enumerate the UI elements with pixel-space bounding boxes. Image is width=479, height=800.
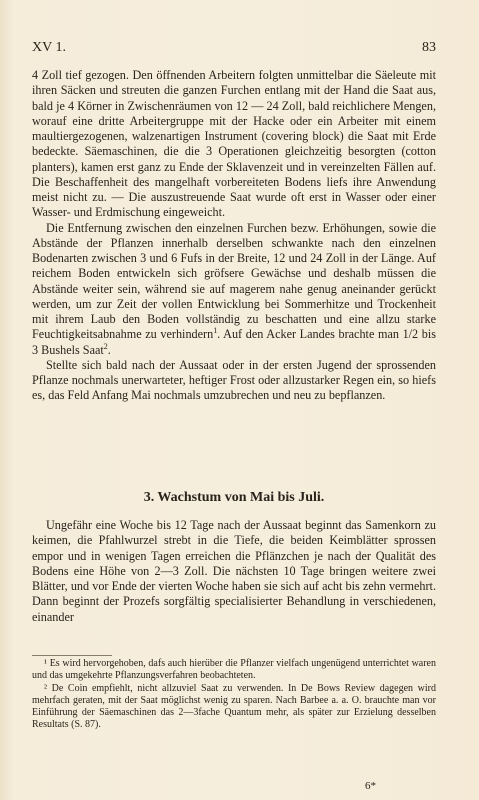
signature-mark: 6* <box>365 780 376 792</box>
body-text-upper <box>32 68 436 404</box>
fraction-one-half: 1/2 <box>402 327 419 342</box>
footnote-divider <box>32 655 112 656</box>
paragraph-4: Ungefähr eine Woche bis 12 Tage nach der Aussaat beginnt das Samenkorn zu keimen, die Pfahlwurzel strebt in die Tiefe, die beiden Keimblätter sprossen empor und in wenigen Tagen erreichen die Pflänzchen je nach der Qualität des Bodens eine Höhe von 2—3 Zoll. Die nächsten 10 Tage bringen weitere zwei Blätter, und vor Ende der vierten Woche haben sie sich auf acht bis zehn vermehrt. Dann beginnt der Prozefs sorgfältig specialisierter Behandlung in verschiedenen, einander <box>32 518 436 624</box>
paragraph-2-text: Die Entfernung zwischen den einzelnen Furchen bezw. Erhöhungen, sowie die Abstände der Pflanzen innerhalb derselben schwankte nach den einzelnen Bodenarten zwischen 3 und 6 Fufs in der Breite, 12 und 24 Zoll in der Länge. Auf reichem Boden entwickeln sich gröfsere Gewächse und deshalb müssen die Abstände weiter sein, während sie auf magerem nahe genug aneinander gerückt werden, um zur Zeit der vollen Entwicklung bei Sommerhitze und Trockenheit mit ihrem Laub den Boden vollständig zu beschatten und eine allzu starke Feuchtigkeitsabnahme zu verhindern <box>32 220 436 342</box>
paragraph-1: 4 Zoll tief gezogen. Den öffnenden Arbeitern folgten unmittelbar die Säeleute mit ihren Säcken und streuten die ganzen Furchen entlang mit der Hand die Saat aus, bald je 4 Körner in Zwischenräumen von 12 — 24 Zoll, bald reichlichere Mengen, worauf eine dritte Arbeitergruppe mit der Hacke oder ein Arbeiter mit einem maultiergezogenen, walzenartigen Instrument (covering block) die Saat mit Erde bedeckte. Säemaschinen, die die 3 Operationen gleichzeitig besorgten (cotton planters), kamen erst ganz zu Ende der Sklavenzeit und in vereinzelten Fällen auf. Die Beschaffenheit des mangelhaft vorbereiteten Bodens liefs ihre Anwendung meist nicht zu. — Die auszustreuende Saat wurde oft erst in Wasser oder einer Wasser- und Erdmischung eingeweicht. <box>32 68 436 220</box>
paragraph-2 <box>32 221 436 358</box>
section-heading: 3. Wachstum von Mai bis Juli. <box>143 490 325 505</box>
chapter-label: XV 1. <box>32 40 66 55</box>
footnote-2: ² De Coin empfiehlt, nicht allzuviel Saat zu verwenden. In De Bows Review dagegen wird mehrfach geraten, mit der Saat möglichst wenig zu sparen. Nach Barbee a. a. O. brauchte man vor Einführung der Säemaschinen das 2—3fache Quantum mehr, als später zur Erzielung desselben Resultats (S. 87). <box>32 682 436 731</box>
running-header <box>32 40 436 60</box>
page-number: 83 <box>422 40 436 55</box>
footnote-ref-2[interactable]: 2 <box>103 341 108 351</box>
paragraph-2-after-ref-1: . Auf den Acker Landes brachte man <box>217 327 403 342</box>
paragraph-2-after-fraction: bis 3 Bushels Saat <box>32 327 436 357</box>
paragraph-2-end: . <box>107 342 111 357</box>
paragraph-3: Stellte sich bald nach der Aussaat oder in der ersten Jugend der sprossenden Pflanze nochmals unerwarteter, heftiger Frost oder allzustarker Regen ein, so hiefs es, das Feld Anfang Mai nochmals umzubrechen und neu zu bepflanzen. <box>32 357 436 403</box>
footnotes <box>32 658 436 732</box>
footnote-ref-1[interactable]: 1 <box>213 326 218 336</box>
body-text-lower <box>32 518 436 625</box>
footnote-1: ¹ Es wird hervorgehoben, dafs auch hierüber die Pflanzer vielfach ungenügend unterrichtet waren und das umgekehrte Pflanzungsverfahren beobachteten. <box>32 658 436 682</box>
